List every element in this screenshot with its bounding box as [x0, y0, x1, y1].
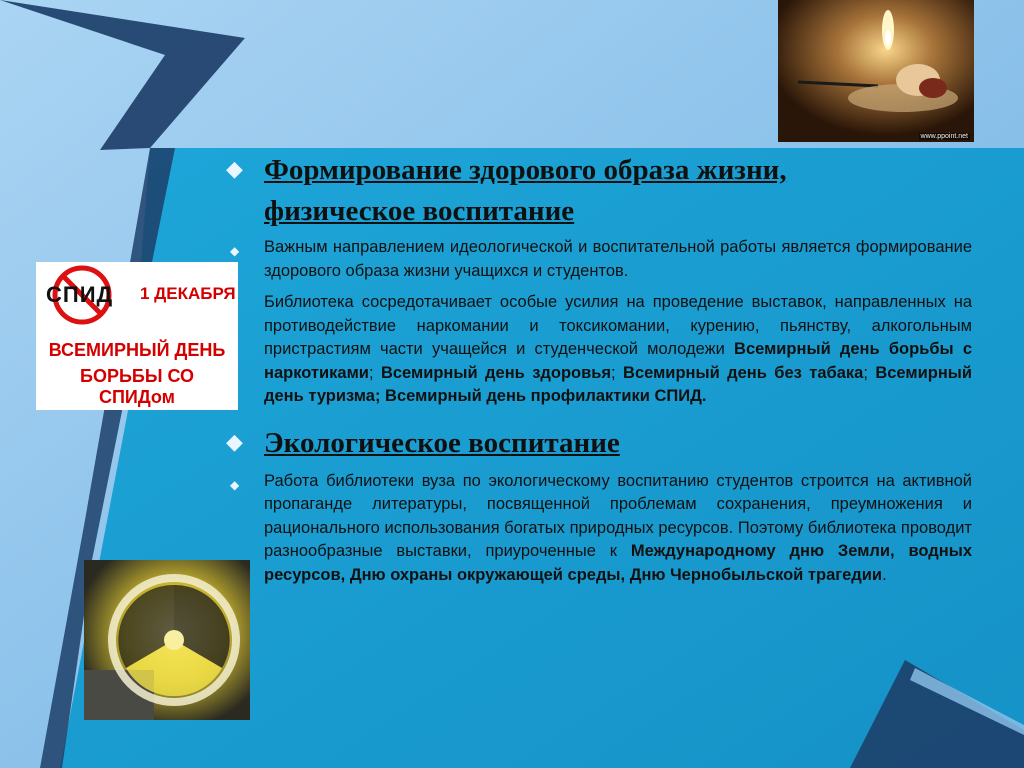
- slide-content: [222, 150, 972, 587]
- aids-day-poster: [36, 262, 238, 410]
- section-health: [222, 150, 972, 232]
- diamond-bullet-icon: ◆: [230, 244, 240, 258]
- section-health-heading: [264, 150, 972, 232]
- ecology-events: Международному дню Земли, водных ресурсов, Дню охраны окружающей среды, Дню Чернобыльской трагедии: [264, 542, 973, 584]
- heading-line-2: физическое воспитание: [264, 195, 575, 227]
- event-health-day: Всемирный день здоровья: [380, 363, 612, 382]
- aids-date-label: 1 ДЕКАБРЯ: [140, 284, 236, 303]
- aids-title-line2: БОРЬБЫ СО СПИДом: [80, 366, 194, 407]
- health-paragraph-2: Библиотека сосредотачивает особые усилия на проведение выставок, направленных на противодействие наркомании и токсикомании, курению, пьянству, алкогольным пристрастиям части учащейся и студенческой молодежи Всемирный день борьбы с наркотиками; Всемирный день здоровья; Всемирный день без табака; Всемирный день туризма; Всемирный день профилактики СПИД.: [264, 293, 973, 405]
- diamond-bullet-icon: ◆: [230, 477, 240, 492]
- event-drugs-day: Всемирный день борьбы с наркотиками: [264, 340, 972, 382]
- event-tourism-aids-day: Всемирный день туризма; Всемирный день профилактики СПИД.: [264, 363, 973, 405]
- health-paragraph-1: ◆ Важным направлением идеологической и воспитательной работы является формирование здорового образа жизни учащихся и студентов.: [230, 238, 972, 280]
- section-ecology: [222, 423, 972, 464]
- candle-watermark: www.ppoint.net: [920, 133, 968, 140]
- candle-photo: [778, 0, 974, 142]
- heading-line-1: Формирование здорового образа жизни,: [264, 154, 787, 186]
- diamond-bullet-icon: ◆: [226, 156, 243, 181]
- aids-title-line1: ВСЕМИРНЫЙ ДЕНЬ: [48, 340, 226, 360]
- event-no-tobacco-day: Всемирный день без табака: [623, 363, 864, 382]
- aids-spid-label: СПИД: [46, 282, 114, 307]
- ecology-paragraph: ◆ Работа библиотеки вуза по экологическому воспитанию студентов строится на активной пропаганде литературы, посвященной проблемам сохранения, преумножения и рационального использования богатых природных ресурсов. Поэтому библиотека проводит разнообразные выставки, приуроченные к Международному дню Земли, водных ресурсов, Дню охраны окружающей среды, Дню Чернобыльской трагедии.: [230, 471, 973, 584]
- diamond-bullet-icon: ◆: [226, 428, 243, 454]
- section-ecology-heading: Экологическое воспитание: [264, 426, 620, 459]
